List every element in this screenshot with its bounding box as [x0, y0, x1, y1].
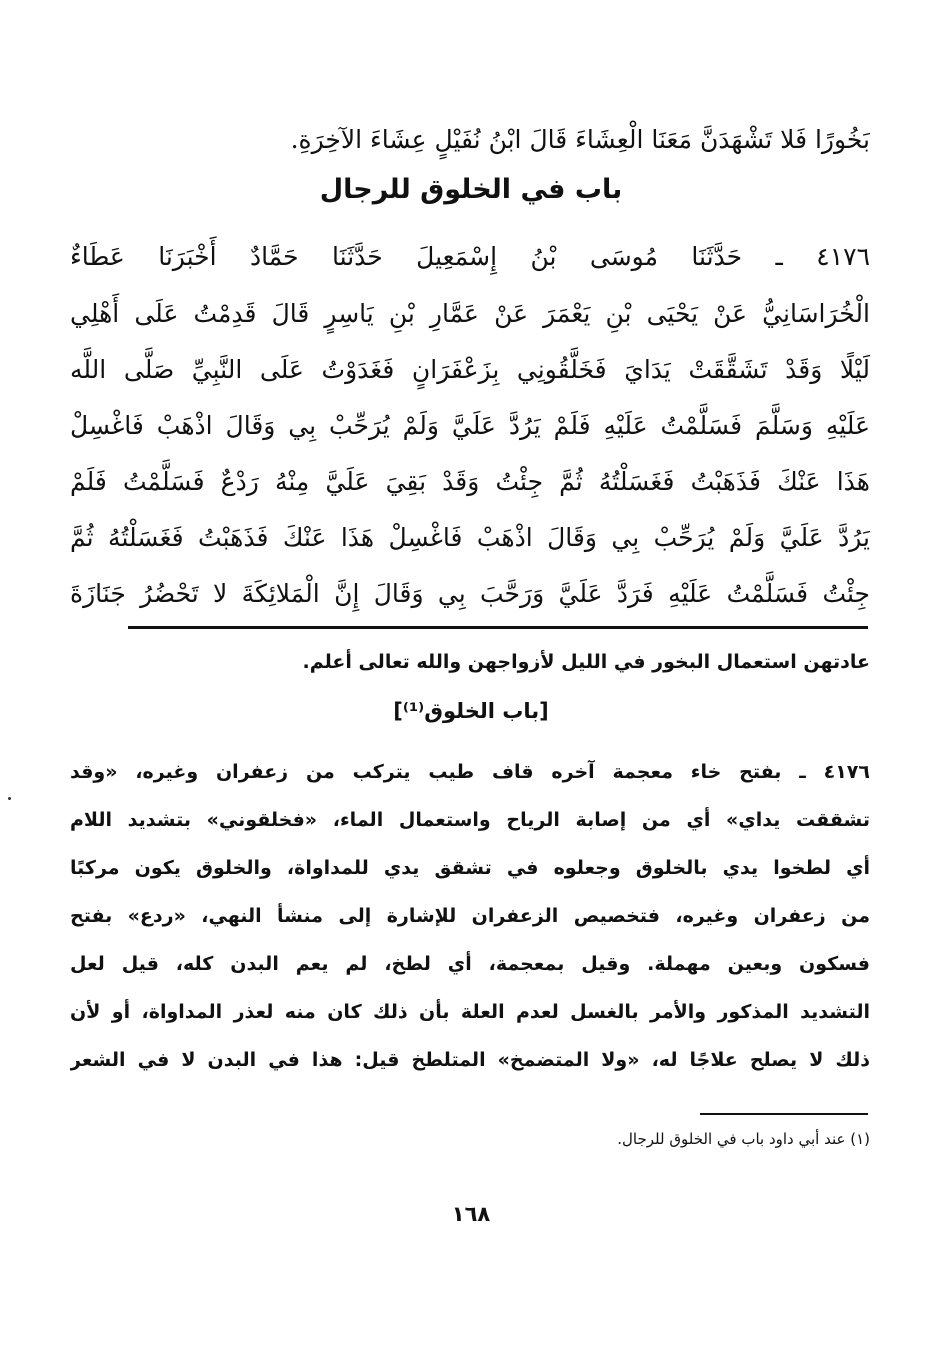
commentary-line: التشديد المذكور والأمر بالغسل لعدم العلة بأن ذلك كان منه لعذر المداواة، أو لأن — [70, 1001, 870, 1023]
footnote: (١) عند أبي داود باب في الخلوق للرجال. — [617, 1130, 870, 1148]
commentary-heading: [باب الخلوق⁽¹⁾] — [393, 699, 549, 723]
main-text-divider — [128, 626, 868, 629]
hadith-line: هَذَا عَنْكَ فَذَهَبْتُ فَغَسَلْتُهُ ثُمَّ جِئْتُ وَقَدْ بَقِيَ عَلَيَّ مِنْهُ رَدْعٌ فَسَلَّمْتُ فَلَمْ — [70, 467, 870, 496]
hadith-line: جِئْتُ فَسَلَّمْتُ عَلَيْهِ فَرَدَّ عَلَيَّ وَرَحَّبَ بِي وَقَالَ إِنَّ الْمَلائِكَةَ لا تَحْضُرُ جَنَازَةَ — [70, 579, 870, 608]
hadith-line: عَلَيْهِ وَسَلَّمَ فَسَلَّمْتُ عَلَيْهِ فَلَمْ يَرُدَّ عَلَيَّ وَلَمْ يُرَحِّبْ بِي وَقَالَ اذْهَبْ فَاغْسِلْ — [70, 411, 870, 440]
commentary-line: ذلك لا يصلح علاجًا له، «ولا المتضمخ» المتلطخ قيل: هذا في البدن لا في الشعر — [70, 1049, 870, 1071]
commentary-line: أي لطخوا يدي بالخلوق وجعلوه في تشقق يدي للمداواة، والخلوق يكون مركبًا — [70, 857, 870, 879]
hadith-line: لَيْلًا وَقَدْ تَشَقَّقَتْ يَدَايَ فَخَلَّقُونِي بِزَعْفَرَانٍ فَغَدَوْتُ عَلَى النَّبِيِّ صَلَّى اللَّه — [70, 355, 870, 384]
page-number: ١٦٨ — [451, 1202, 491, 1226]
hadith-line: الْخُرَاسَانِيُّ عَنْ يَحْيَى بْنِ يَعْمَرَ عَنْ عَمَّارِ بْنِ يَاسِرٍ قَالَ قَدِمْتُ عَلَى أَهْلِي — [70, 299, 870, 328]
commentary-line: عادتهن استعمال البخور في الليل لأزواجهن والله تعالى أعلم. — [302, 651, 870, 673]
chapter-heading: باب في الخلوق للرجال — [319, 174, 623, 205]
commentary-line: ٤١٧٦ ـ بفتح خاء معجمة آخره قاف طيب يتركب من زعفران وغيره، «وقد — [70, 761, 870, 783]
scan-speck — [8, 797, 11, 800]
commentary-line: تشققت يداي» أي من إصابة الرياح واستعمال الماء، «فخلقوني» بتشديد اللام — [70, 809, 870, 831]
hadith-line: ٤١٧٦ ـ حَدَّثَنَا مُوسَى بْنُ إِسْمَعِيلَ حَدَّثَنَا حَمَّادٌ أَخْبَرَنَا عَطَاءٌ — [70, 242, 870, 271]
footnote-divider — [700, 1113, 868, 1115]
commentary-line: فسكون وبعين مهملة. وقيل بمعجمة، أي لطخ، لم يعم البدن كله، قيل لعل — [70, 953, 870, 975]
main-text-line: بَخُورًا فَلا تَشْهَدَنَّ مَعَنَا الْعِشَاءَ قَالَ ابْنُ نُفَيْلٍ عِشَاءَ الآخِرَةِ. — [290, 125, 870, 154]
hadith-line: يَرُدَّ عَلَيَّ وَلَمْ يُرَحِّبْ بِي وَقَالَ اذْهَبْ فَاغْسِلْ هَذَا عَنْكَ فَذَهَبْتُ فَغَسَلْتُهُ ثُمَّ — [70, 523, 870, 552]
commentary-line: من زعفران وغيره، فتخصيص الزعفران للإشارة إلى منشأ النهي، «ردع» بفتح — [70, 905, 870, 927]
